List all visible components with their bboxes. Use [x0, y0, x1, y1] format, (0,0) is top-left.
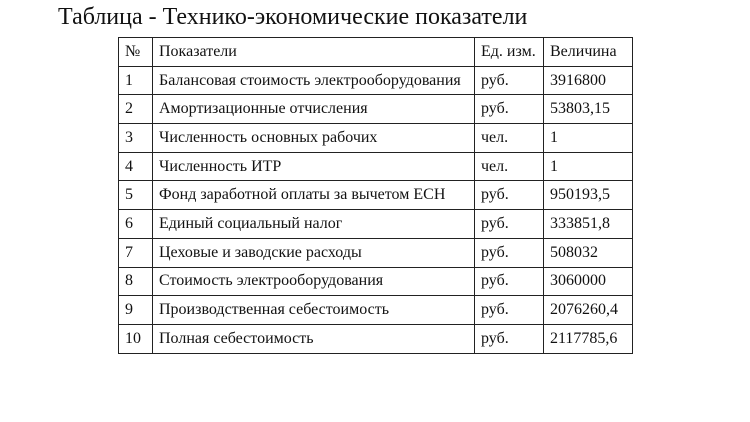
row-number: 4: [119, 152, 153, 181]
row-unit: руб.: [475, 210, 544, 239]
indicators-table: [118, 37, 633, 354]
row-number: 8: [119, 267, 153, 296]
row-indicator: Численность ИТР: [153, 152, 475, 181]
table-row: [119, 181, 633, 210]
row-number: 10: [119, 324, 153, 353]
row-value: 333851,8: [544, 210, 633, 239]
row-indicator: Фонд заработной оплаты за вычетом ЕСН: [153, 181, 475, 210]
row-indicator: Стоимость электрооборудования: [153, 267, 475, 296]
header-number: №: [119, 38, 153, 67]
row-value: 508032: [544, 238, 633, 267]
row-indicator: Цеховые и заводские расходы: [153, 238, 475, 267]
row-value: 1: [544, 124, 633, 153]
row-number: 9: [119, 296, 153, 325]
row-number: 7: [119, 238, 153, 267]
table-row: [119, 95, 633, 124]
table-title: Таблица - Технико-экономические показатели: [58, 4, 528, 30]
row-indicator: Амортизационные отчисления: [153, 95, 475, 124]
table-row: [119, 238, 633, 267]
row-unit: руб.: [475, 238, 544, 267]
row-indicator: Численность основных рабочих: [153, 124, 475, 153]
row-indicator: Производственная себестоимость: [153, 296, 475, 325]
header-unit: Ед. изм.: [475, 38, 544, 67]
row-number: 5: [119, 181, 153, 210]
table-row: [119, 152, 633, 181]
row-unit: руб.: [475, 267, 544, 296]
row-value: 950193,5: [544, 181, 633, 210]
row-unit: чел.: [475, 124, 544, 153]
row-unit: руб.: [475, 66, 544, 95]
row-unit: руб.: [475, 324, 544, 353]
row-indicator: Балансовая стоимость электрооборудования: [153, 66, 475, 95]
row-unit: чел.: [475, 152, 544, 181]
row-number: 1: [119, 66, 153, 95]
row-value: 3916800: [544, 66, 633, 95]
row-number: 2: [119, 95, 153, 124]
table-row: [119, 66, 633, 95]
row-number: 6: [119, 210, 153, 239]
row-value: 2117785,6: [544, 324, 633, 353]
table-row: [119, 210, 633, 239]
row-value: 3060000: [544, 267, 633, 296]
table-row: [119, 267, 633, 296]
row-indicator: Единый социальный налог: [153, 210, 475, 239]
table-header-row: [119, 38, 633, 67]
table-row: [119, 324, 633, 353]
row-number: 3: [119, 124, 153, 153]
table-row: [119, 296, 633, 325]
row-value: 1: [544, 152, 633, 181]
row-unit: руб.: [475, 95, 544, 124]
row-unit: руб.: [475, 296, 544, 325]
row-unit: руб.: [475, 181, 544, 210]
row-value: 2076260,4: [544, 296, 633, 325]
header-indicators: Показатели: [153, 38, 475, 67]
row-value: 53803,15: [544, 95, 633, 124]
table-row: [119, 124, 633, 153]
header-value: Величина: [544, 38, 633, 67]
row-indicator: Полная себестоимость: [153, 324, 475, 353]
